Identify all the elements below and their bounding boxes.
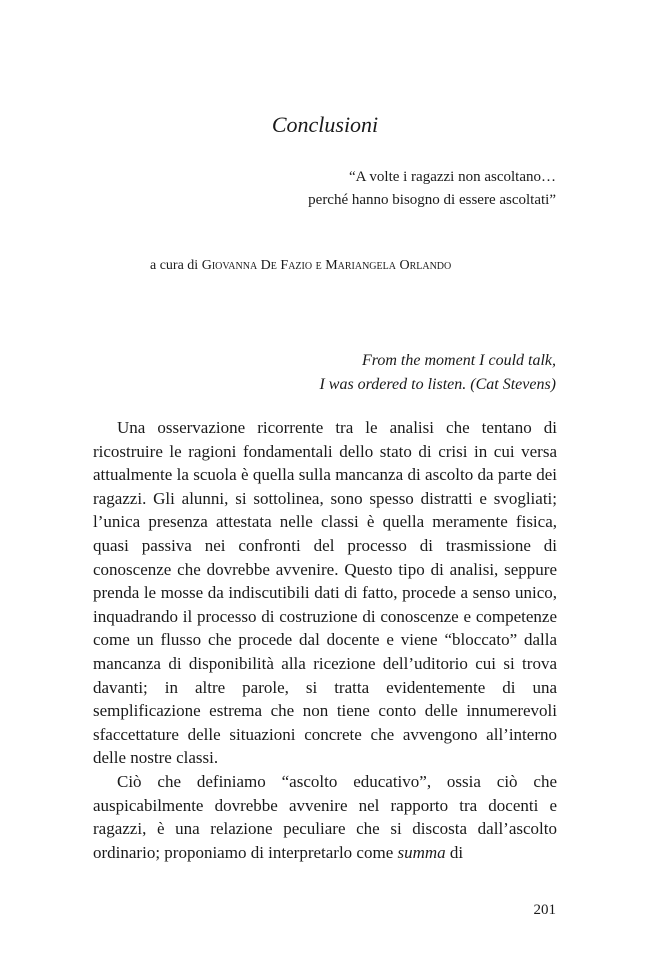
authors-conjunction: e: [315, 258, 322, 273]
epigraph-quote: [308, 166, 556, 212]
author-name-1: Giovanna De Fazio: [201, 258, 313, 273]
song-quote-line-1: From the moment I could talk,: [361, 352, 556, 369]
page-number: 201: [533, 902, 556, 918]
epigraph-quote-line-1: “A volte i ragazzi non ascoltano…: [348, 169, 556, 185]
paragraph-2-end: di: [449, 842, 464, 862]
song-quote-line-2: I was ordered to listen. (Cat Stevens): [319, 376, 556, 393]
paragraph-1: Una osservazione ricorrente tra le analisi che tentano di ricostruire le ragioni fondamentali dello stato di crisi in cui versa attualmente la scuola è quella sulla mancanza di ascolto da parte dei ragazzi. Gli alunni, si sottolinea, sono spesso distratti e svogliati; l’unica presenza attestata nelle classi è quella meramente fisica, quasi passiva nei confronti del processo di trasmissione di conoscenze che dovrebbe avvenire. Questo tipo di analisi, seppure prenda le mosse da indiscutibili dati di fatto, procede a senso unico, inquadrando il processo di costruzione di conoscenze e competenze come un flusso che procede dal docente e viene “bloccato” dalla mancanza di disponibilità alla ricezione dell’uditorio cui si trova davanti; in altre parole, si tratta evidentemente di una semplificazione estrema che non tiene conto delle innumerevoli sfaccettature delle situazioni concrete che avvengono all’interno delle nostre classi.: [93, 418, 557, 768]
body-text: [93, 416, 557, 864]
author-name-2: Mariangela Orlando: [325, 258, 452, 273]
authors-credit: [150, 258, 451, 274]
authors-prefix: a cura di: [150, 258, 199, 273]
paragraph-2: [93, 770, 557, 864]
epigraph-quote-line-2: perché hanno bisogno di essere ascoltati”: [308, 192, 556, 208]
paragraph-2-start: Ciò che definiamo “ascolto educativo”, ossia ciò che auspicabilmente dovrebbe avvenire nel rapporto tra docenti e ragazzi, è una relazione peculiare che si discosta dall’ascolto ordinario; proponiamo di interpretarlo come: [93, 771, 557, 862]
epigraph-song-quote: [319, 349, 556, 397]
paragraph-2-italic-term: summa: [397, 842, 446, 862]
chapter-title: Conclusioni: [271, 112, 379, 137]
